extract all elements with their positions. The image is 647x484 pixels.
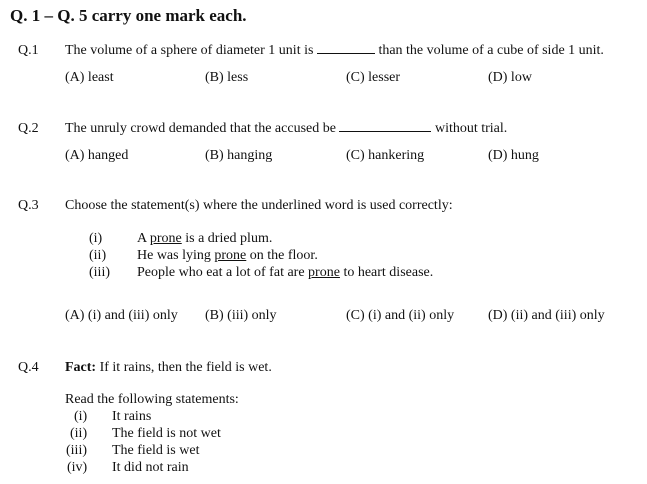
fact-label: Fact: <box>65 360 97 375</box>
item-label: (ii) <box>89 248 107 263</box>
answer-blank <box>317 43 375 54</box>
question-stem-q1 <box>65 43 604 59</box>
item-label: (iv) <box>67 460 88 475</box>
option-b: (B) less <box>205 70 249 85</box>
option-c: (C) hankering <box>346 148 425 163</box>
stem-part-before: The unruly crowd demanded that the accused be <box>65 121 336 136</box>
option-d: (D) hung <box>488 148 539 163</box>
answer-blank <box>339 121 431 132</box>
question-number-q2: Q.2 <box>18 121 39 136</box>
item-text: The field is wet <box>112 443 200 458</box>
item-text: It rains <box>112 409 152 424</box>
option-a: (A) hanged <box>65 148 129 163</box>
underlined-word: prone <box>149 231 182 246</box>
option-b: (B) (iii) only <box>205 308 277 323</box>
question-number-q3: Q.3 <box>18 198 39 213</box>
item-label: (iii) <box>89 265 110 280</box>
stem-part-before: The volume of a sphere of diameter 1 unit is <box>65 43 314 58</box>
item-text <box>137 248 318 264</box>
question-stem-q3: Choose the statement(s) where the underlined word is used correctly: <box>65 198 453 213</box>
item-label: (iii) <box>66 443 87 458</box>
item-text-pre: A <box>137 231 150 246</box>
item-text: It did not rain <box>112 460 189 475</box>
question-number-q4: Q.4 <box>18 360 39 375</box>
stem-part-after: than the volume of a cube of side 1 unit. <box>378 43 604 58</box>
item-text-post: on the floor. <box>246 248 318 263</box>
option-a: (A) least <box>65 70 114 85</box>
option-c: (C) lesser <box>346 70 401 85</box>
item-text-pre: People who eat a lot of fat are <box>137 265 309 280</box>
stem-part-after: without trial. <box>434 121 508 136</box>
item-text-post: to heart disease. <box>339 265 434 280</box>
item-text-pre: He was lying <box>137 248 215 263</box>
underlined-word: prone <box>214 248 247 263</box>
item-text: The field is not wet <box>112 426 221 441</box>
option-c: (C) (i) and (ii) only <box>346 308 455 323</box>
item-label: (i) <box>74 409 88 424</box>
item-text <box>137 231 272 247</box>
section-heading: Q. 1 – Q. 5 carry one mark each. <box>10 6 247 25</box>
option-d: (D) (ii) and (iii) only <box>488 308 605 323</box>
option-d: (D) low <box>488 70 532 85</box>
fact-statement <box>65 360 272 376</box>
fact-text: If it rains, then the field is wet. <box>96 360 272 375</box>
item-text-post: is a dried plum. <box>181 231 273 246</box>
statements-intro: Read the following statements: <box>65 392 239 407</box>
question-stem-q2 <box>65 121 507 137</box>
item-label: (i) <box>89 231 103 246</box>
option-a: (A) (i) and (iii) only <box>65 308 178 323</box>
underlined-word: prone <box>308 265 340 280</box>
item-text <box>137 265 433 281</box>
item-label: (ii) <box>70 426 88 441</box>
question-number-q1: Q.1 <box>18 43 39 58</box>
option-b: (B) hanging <box>205 148 273 163</box>
